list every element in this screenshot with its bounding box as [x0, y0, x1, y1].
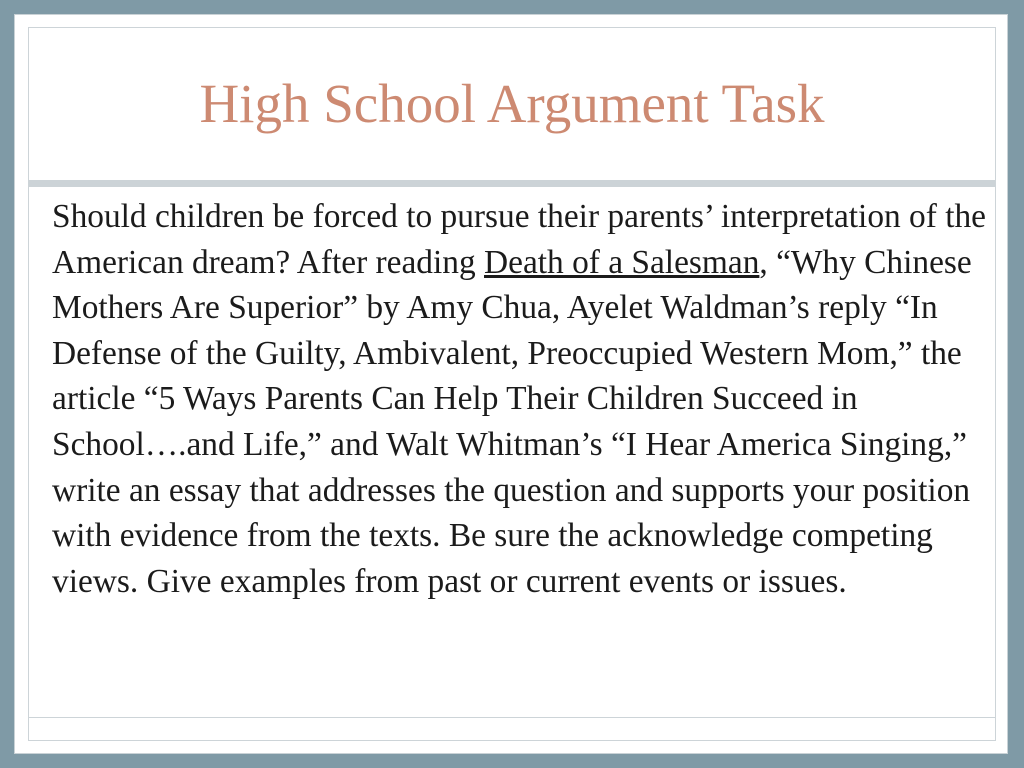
slide-title: High School Argument Task	[199, 73, 825, 134]
slide-body-text	[52, 194, 992, 604]
body-text-rest: , “Why Chinese Mothers Are Superior” by Amy Chua, Ayelet Waldman’s reply “In Defense of the Guilty, Ambivalent, Preoccupied Western Mom,” the article “5 Ways Parents Can Help Their Children Succeed in School….and Life,” and Walt Whitman’s “I Hear America Singing,” write an essay that addresses the question and supports your position with evidence from the texts. Be sure the acknowledge competing views. Give examples from past or current events or issues.	[52, 243, 972, 600]
title-divider	[29, 180, 995, 187]
body-text-intro: Should children be forced to pursue their parents’ interpretation of the American dream? After reading	[52, 198, 987, 281]
bottom-rule	[29, 717, 995, 718]
underlined-book-title: Death of a Salesman	[484, 243, 760, 281]
slide	[14, 14, 1008, 754]
slide-content-area	[28, 27, 996, 741]
